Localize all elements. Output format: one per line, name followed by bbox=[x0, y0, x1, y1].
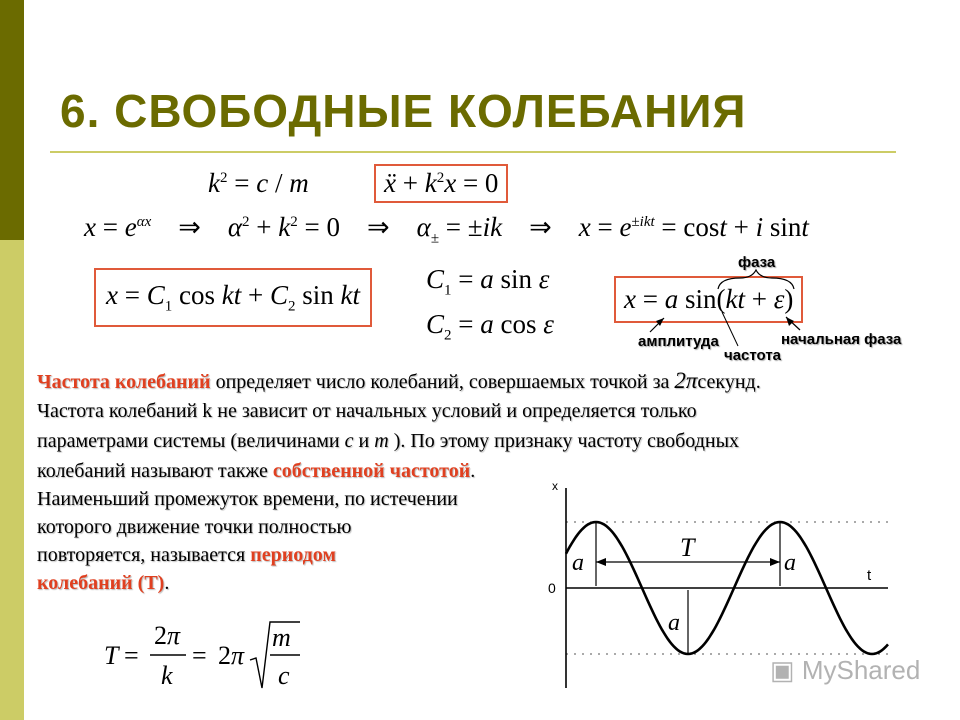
t-axis-label: t bbox=[867, 567, 872, 584]
para-line-1-end: секунд. bbox=[697, 371, 761, 393]
period-arrow-right-head bbox=[770, 558, 780, 566]
para-line-6: которого движение точки полностью bbox=[37, 516, 352, 538]
formula-ode-box: ẍ + $k^2x = 0$ bbox=[374, 164, 508, 203]
formula-general-solution-box: $x = C_1$ cos kt + $C_2$ sin kt bbox=[94, 268, 372, 327]
term-period-t: колебаний (Т) bbox=[37, 572, 165, 594]
para-line-4-end: . bbox=[470, 460, 476, 482]
term-frequency: Частота колебаний bbox=[37, 371, 211, 393]
term-natural-frequency: собственной частотой bbox=[272, 460, 471, 482]
two-pi-symbol: 2π bbox=[674, 368, 698, 393]
para-line-3-a: параметрами системы (величинами bbox=[37, 430, 345, 452]
para-line-5: Наименьший промежуток времени, по истечении bbox=[37, 488, 458, 510]
slide-title: 6. СВОБОДНЫЕ КОЛЕБАНИЯ bbox=[60, 85, 747, 137]
label-initial-phase: начальная фаза bbox=[781, 331, 902, 348]
svg-text:π: π bbox=[167, 621, 181, 650]
para-line-4 bbox=[37, 456, 475, 486]
term-period: периодом bbox=[250, 544, 337, 566]
svg-text:=: = bbox=[192, 641, 207, 670]
para-line-1 bbox=[37, 366, 761, 397]
amplitude-a-3: a bbox=[668, 610, 680, 636]
svg-text:=: = bbox=[124, 641, 139, 670]
svg-text:2: 2 bbox=[218, 641, 231, 670]
para-line-3 bbox=[37, 426, 739, 456]
label-phase: фаза bbox=[738, 254, 776, 271]
para-line-7 bbox=[37, 540, 336, 570]
period-T-label: T bbox=[680, 533, 695, 562]
watermark bbox=[770, 655, 920, 686]
svg-text:T: T bbox=[104, 641, 119, 670]
watermark-icon: ▣ bbox=[770, 655, 795, 685]
amplitude-a-2: a bbox=[784, 550, 796, 576]
para-line-2: Частота колебаний k не зависит от начальных условий и определяется только bbox=[37, 400, 697, 422]
formula-amplitude-form-box: x = a sin(kt + ε) bbox=[614, 276, 803, 323]
para-line-7-a: повторяется, называется bbox=[37, 544, 251, 566]
svg-text:2: 2 bbox=[154, 621, 167, 650]
x-axis-label: x bbox=[552, 480, 558, 493]
formula-k-squared: $k^2 = c / m$ bbox=[208, 168, 309, 198]
para-line-3-b: и bbox=[353, 430, 375, 452]
watermark-text: MyShared bbox=[801, 655, 921, 685]
amplitude-a-1: a bbox=[572, 550, 584, 576]
zero-label: 0 bbox=[548, 580, 556, 596]
svg-text:c: c bbox=[278, 661, 290, 690]
para-line-3-c: ). По этому признаку частоту свободных bbox=[388, 430, 740, 452]
svg-text:m: m bbox=[272, 623, 291, 652]
svg-text:π: π bbox=[231, 641, 245, 670]
formula-constants: $C_1 = a$ sin ε $C_2 = a$ cos ε bbox=[426, 264, 554, 344]
para-line-8 bbox=[37, 568, 169, 598]
para-line-1-text: определяет число колебаний, совершаемых точкой за bbox=[210, 371, 675, 393]
para-line-8-end: . bbox=[164, 572, 170, 594]
para-line-4-a: колебаний называют также bbox=[37, 460, 273, 482]
formula-trial-solution: $x = e^{\alpha x}$ ⇒ $\alpha^2 + k^2 = 0$ ⇒ $\alpha_\pm = \pm ik$ ⇒ $x = e^{\pm ikt} = \cos t + i$ sint bbox=[84, 212, 809, 247]
symbol-m: m bbox=[374, 430, 389, 452]
symbol-c: c bbox=[344, 430, 354, 452]
svg-text:k: k bbox=[161, 661, 173, 690]
label-frequency: частота bbox=[724, 347, 782, 364]
formula-period bbox=[104, 618, 304, 698]
period-arrow-left-head bbox=[596, 558, 606, 566]
label-amplitude: амплитуда bbox=[638, 333, 719, 350]
